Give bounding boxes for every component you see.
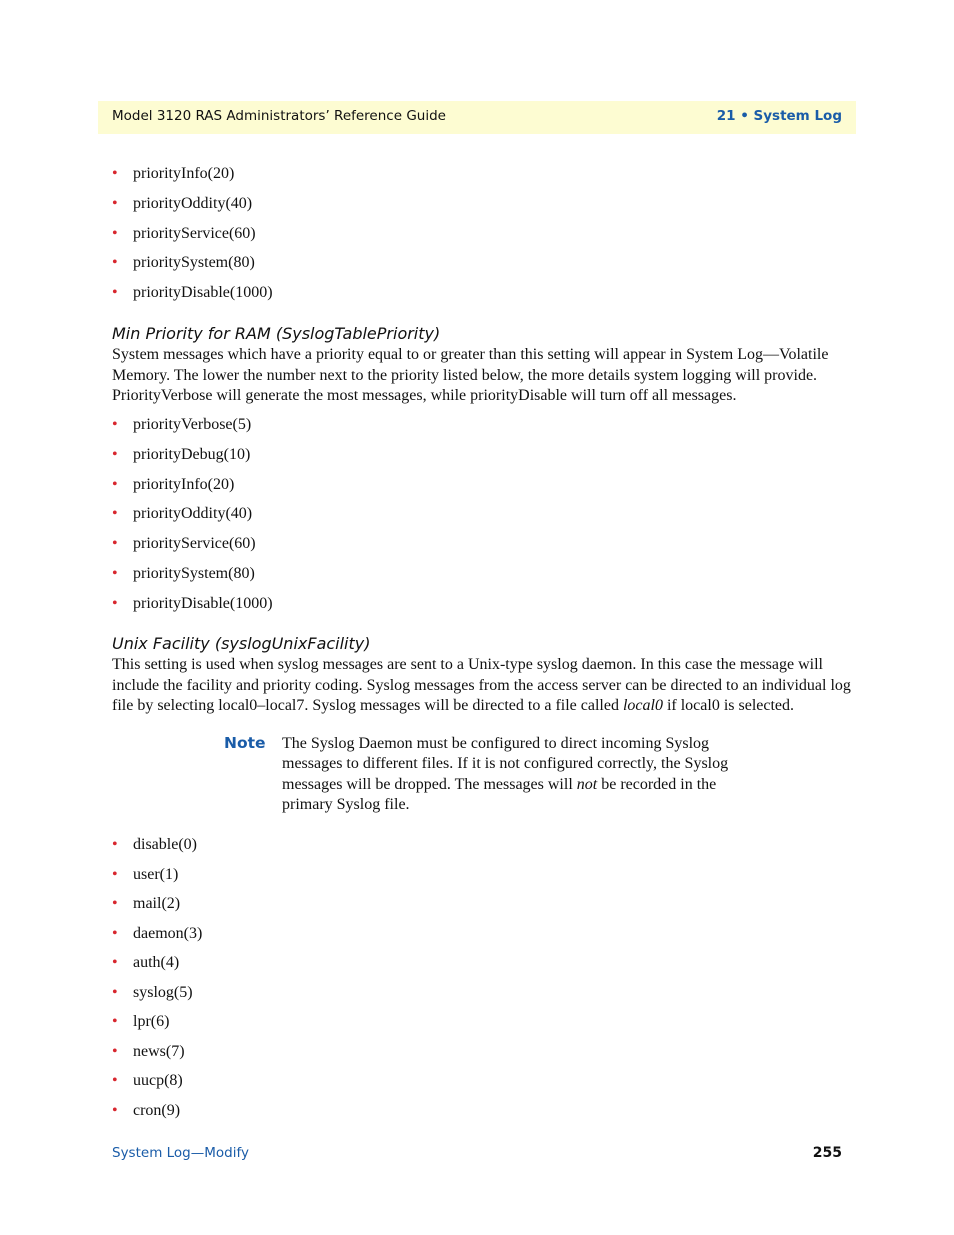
list-item-label: news(7) [133,1042,185,1060]
list-item-label: daemon(3) [133,924,203,942]
bullet-icon: • [112,895,118,912]
list-item-label: priorityOddity(40) [133,505,253,523]
note-text-end: be recorded in the primary Syslog file. [282,775,717,813]
facility-list [112,835,852,1130]
list-item-label: prioritySystem(80) [133,254,255,272]
list-item [112,1071,852,1090]
bullet-icon: • [112,475,118,493]
list-item [112,164,852,183]
list-item-label: priorityService(60) [133,535,256,553]
list-item [112,983,852,1002]
bullet-icon: • [112,535,118,553]
list-item-label: priorityVerbose(5) [133,416,252,433]
list-item-label: uucp(8) [133,1072,183,1089]
list-item [112,534,852,553]
list-item [112,835,852,854]
bullet-icon: • [112,1013,118,1030]
list-item-label: priorityDebug(10) [133,445,251,463]
list-item [112,594,852,613]
list-item [112,894,852,913]
bullet-icon: • [112,284,118,302]
section-heading-ram: Min Priority for RAM (SyslogTablePriority) [112,324,441,343]
bullet-icon: • [112,165,118,182]
bullet-icon: • [112,254,118,272]
note-emphasis: not [576,775,598,793]
list-item-label: mail(2) [133,895,181,912]
list-item-label: cron(9) [133,1101,181,1119]
page-number: 255 [812,1145,842,1161]
list-item [112,224,852,243]
chapter-title: 21 • System Log [716,108,842,124]
list-item-label: user(1) [133,865,179,883]
guide-title: Model 3120 RAS Administrators’ Reference Guide [112,108,446,124]
section-paragraph-unix [112,655,852,717]
list-item-label: prioritySystem(80) [133,564,255,582]
list-item-label: lpr(6) [133,1013,170,1030]
bullet-icon: • [112,924,118,942]
section-paragraph-ram: System messages which have a priority equal to or greater than this setting will appear in System Log—Volatile Memory. The lower the number next to the priority listed below, the more details system logging will provide. PriorityVerbose will generate the most messages, while priorityDisable will turn off all messages. [112,346,829,404]
bullet-icon: • [112,505,118,523]
list-item [112,475,852,494]
paragraph-text-end: if local0 is selected. [662,697,795,714]
list-item [112,953,852,972]
bullet-icon: • [112,1101,118,1119]
list-item [112,924,852,943]
note-text-start: The Syslog Daemon must be configured to direct incoming Syslog messages to different files. If it is not configured correctly, the Syslog messages will be dropped. The messages will [282,735,729,793]
list-item-label: priorityOddity(40) [133,194,253,212]
page-header [98,101,856,134]
list-item [112,253,852,272]
list-item-label: priorityDisable(1000) [133,594,273,612]
bullet-icon: • [112,1042,118,1060]
list-item [112,564,852,583]
list-item [112,1101,852,1120]
priority-list-ram [112,415,852,624]
list-item [112,1042,852,1061]
list-item-label: syslog(5) [133,983,193,1001]
paragraph-text: This setting is used when syslog messages are sent to a Unix-type syslog daemon. In this case the message will include the facility and priority coding. Syslog messages from the access server can be directed to an individual log file by selecting local0–local7. Syslog messages will be directed to a file called [112,656,851,714]
priority-list-top [112,164,852,313]
list-item-label: priorityService(60) [133,224,256,242]
bullet-icon: • [112,865,118,883]
bullet-icon: • [112,416,118,433]
bullet-icon: • [112,445,118,463]
note-text [282,734,752,815]
list-item [112,865,852,884]
list-item-label: priorityInfo(20) [133,165,235,182]
note-label: Note [224,734,266,752]
section-heading-unix: Unix Facility (syslogUnixFacility) [112,634,371,653]
list-item [112,1012,852,1031]
bullet-icon: • [112,594,118,612]
list-item [112,504,852,523]
list-item [112,283,852,302]
list-item-label: disable(0) [133,836,197,853]
list-item-label: priorityDisable(1000) [133,284,273,302]
bullet-icon: • [112,224,118,242]
bullet-icon: • [112,954,118,971]
bullet-icon: • [112,836,118,853]
list-item-label: auth(4) [133,954,180,971]
bullet-icon: • [112,194,118,212]
bullet-icon: • [112,983,118,1001]
list-item [112,415,852,434]
list-item [112,445,852,464]
paragraph-emphasis: local0 [622,697,663,714]
footer-section-link[interactable]: System Log—Modify [112,1145,249,1161]
list-item-label: priorityInfo(20) [133,475,235,493]
list-item [112,194,852,213]
bullet-icon: • [112,564,118,582]
bullet-icon: • [112,1072,118,1089]
